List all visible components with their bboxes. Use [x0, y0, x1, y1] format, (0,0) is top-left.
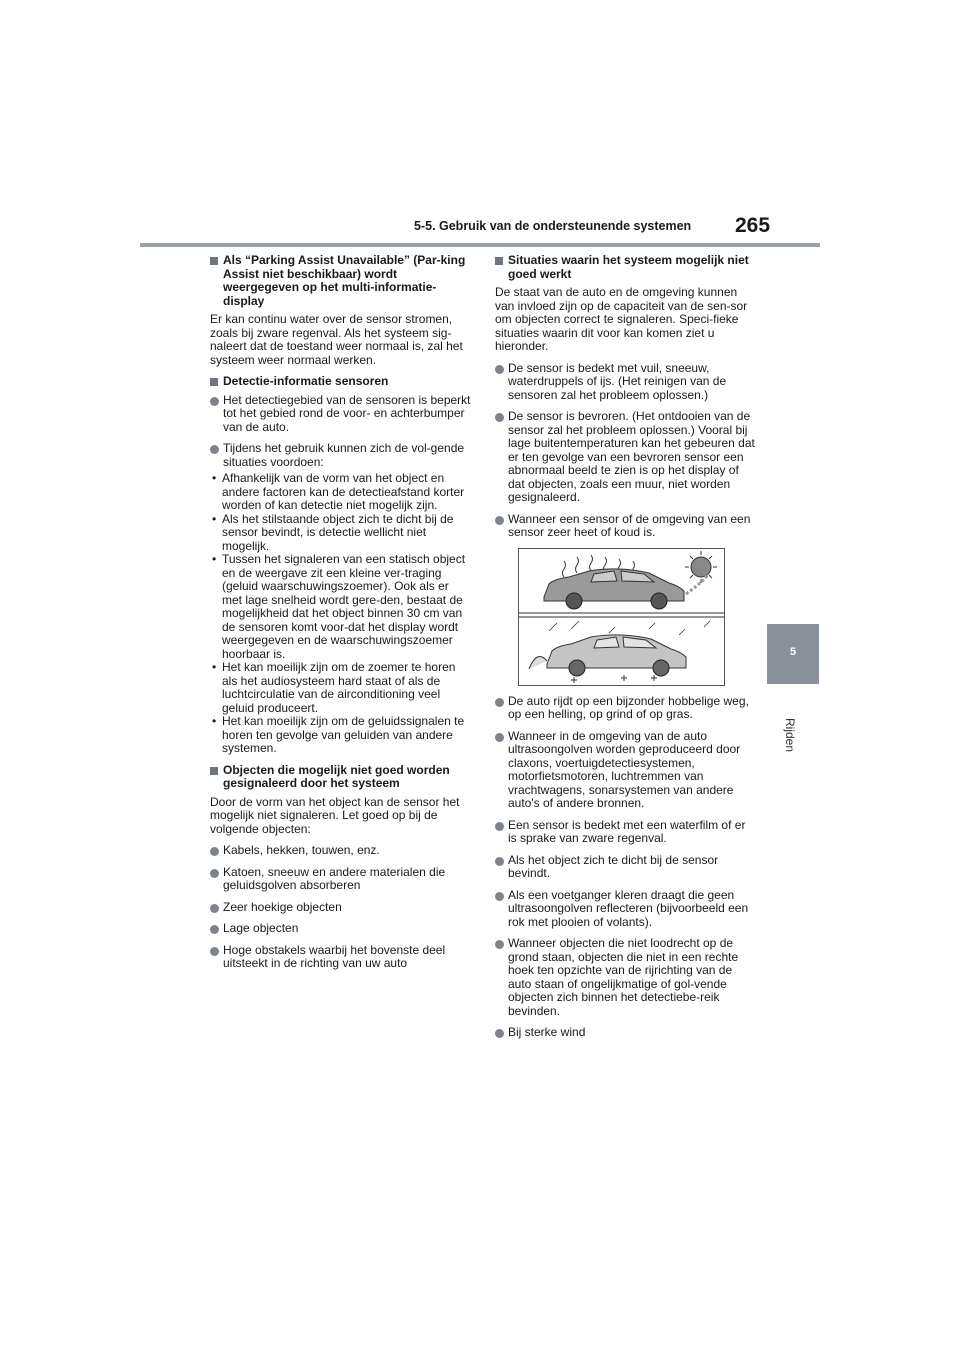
bullet-item: Tijdens het gebruik kunnen zich de vol-gende situaties voordoen: — [210, 442, 472, 469]
bullet-item: Wanneer in de omgeving van de auto ultrasoongolven worden geproduceerd door claxons, voertuigdetectiesystemen, motorfietsmotoren, luchtremmen van vrachtwagens, sonarsystemen van andere auto's of andere bronnen. — [495, 730, 757, 811]
snowflake-icon — [571, 675, 657, 683]
bullet-item: Lage objecten — [210, 922, 472, 936]
bullet-item: Hoge obstakels waarbij het bovenste deel uitsteekt in de richting van uw auto — [210, 944, 472, 971]
sub-list-item: • Het kan moeilijk zijn om de geluidssignalen te horen ten gevolge van geluiden van andere systemen. — [210, 715, 472, 756]
bullet-item: Bij sterke wind — [495, 1026, 757, 1040]
car-hot-icon — [544, 568, 709, 608]
car-cold-icon — [529, 634, 686, 675]
right-column — [495, 254, 757, 1048]
heading-parking-assist: Als “Parking Assist Unavailable” (Par-king Assist niet beschikbaar) wordt weergegeven op het multi-informatie-display — [210, 254, 472, 308]
bullet-item: De auto rijdt op een bijzonder hobbelige weg, op een helling, op grind of op gras. — [495, 695, 757, 722]
bullet-item: De sensor is bevroren. (Het ontdooien van de sensor zal het probleem oplossen.) Vooral bij lage buitentemperaturen kan het gebeuren dat er ten gevolge van een bevroren sensor een abnormaal beeld te zien is op het display of dat objecten, zoals een muur, niet worden gesignaleerd. — [495, 410, 757, 505]
bullet-item: Een sensor is bedekt met een waterfilm of er is sprake van zware regenval. — [495, 819, 757, 846]
chapter-label: Rijden — [783, 718, 797, 753]
sensor-conditions-illustration — [518, 548, 725, 686]
paragraph: De staat van de auto en de omgeving kunnen van invloed zijn op de capaciteit van de sen-sor om objecten correct te signaleren. Speci-fieke situaties waarin dit voor kan komen ziet u hieronder. — [495, 285, 748, 353]
left-column — [210, 254, 472, 979]
sub-list — [210, 472, 472, 756]
sub-list-item: • Afhankelijk van de vorm van het object en andere factoren kan de detectieafstand korter worden of kan detectie niet mogelijk zijn. — [210, 472, 472, 513]
rain-icon — [549, 621, 710, 635]
sub-list-item: • Het kan moeilijk zijn om de zoemer te horen als het audiosysteem hard staat of als de luchtcirculatie van de airconditioning veel geluid produceert. — [210, 661, 472, 715]
bullet-item: Wanneer een sensor of de omgeving van een sensor zeer heet of koud is. — [495, 513, 757, 540]
sub-list-item: • Als het stilstaande object zich te dicht bij de sensor bevindt, is detectie wellicht niet mogelijk. — [210, 513, 472, 554]
page-number: 265 — [735, 214, 771, 237]
section-title: 5-5. Gebruik van de ondersteunende systemen — [414, 219, 692, 233]
bullet-item: Als een voetganger kleren draagt die geen ultrasoongolven reflecteren (bijvoorbeeld een rok met plooien of volants). — [495, 889, 757, 930]
heading-detection-info: Detectie-informatie sensoren — [210, 375, 472, 389]
heading-objects: Objecten die mogelijk niet goed worden gesignaleerd door het systeem — [210, 764, 472, 791]
bullet-item: Als het object zich te dicht bij de sensor bevindt. — [495, 854, 757, 881]
bullet-item: De sensor is bedekt met vuil, sneeuw, waterdruppels of ijs. (Het reinigen van de sensoren zal het probleem oplossen.) — [495, 362, 757, 403]
header-divider — [140, 243, 820, 247]
paragraph: Er kan continu water over de sensor stromen, zoals bij zware regenval. Als het systeem sig-naleert dat de toestand weer normaal is, zal het systeem weer normaal werken. — [210, 312, 463, 367]
bullet-item: Zeer hoekige objecten — [210, 901, 472, 915]
heading-situations: Situaties waarin het systeem mogelijk niet goed werkt — [495, 254, 757, 281]
sub-list-item: • Tussen het signaleren van een statisch object en de weergave zit een kleine ver-traging (geluid waarschuwingszoemer). Ook als er met lage snelheid wordt gere-den, bestaat de mogelijkheid dat het object binnen 30 cm van de sensoren komt voor-dat het display wordt weergegeven en de waarschuwingszoemer hoorbaar is. — [210, 553, 472, 661]
bullet-item: Wanneer objecten die niet loodrecht op de grond staan, objecten die niet in een rechte hoek ten opzichte van de rijrichting van de auto staan of ongelijkmatige of gol-vende objecten zich binnen het detectiebe-reik bevinden. — [495, 937, 757, 1018]
sun-icon — [685, 551, 717, 583]
bullet-item: Kabels, hekken, touwen, enz. — [210, 844, 472, 858]
bullet-item: Katoen, sneeuw en andere materialen die geluidsgolven absorberen — [210, 866, 472, 893]
paragraph: Door de vorm van het object kan de sensor het mogelijk niet signaleren. Let goed op bij de volgende objecten: — [210, 794, 460, 836]
chapter-tab — [767, 624, 819, 684]
bullet-item: Het detectiegebied van de sensoren is beperkt tot het gebied rond de voor- en achterbumper van de auto. — [210, 394, 472, 435]
chapter-number: 5 — [789, 646, 797, 658]
